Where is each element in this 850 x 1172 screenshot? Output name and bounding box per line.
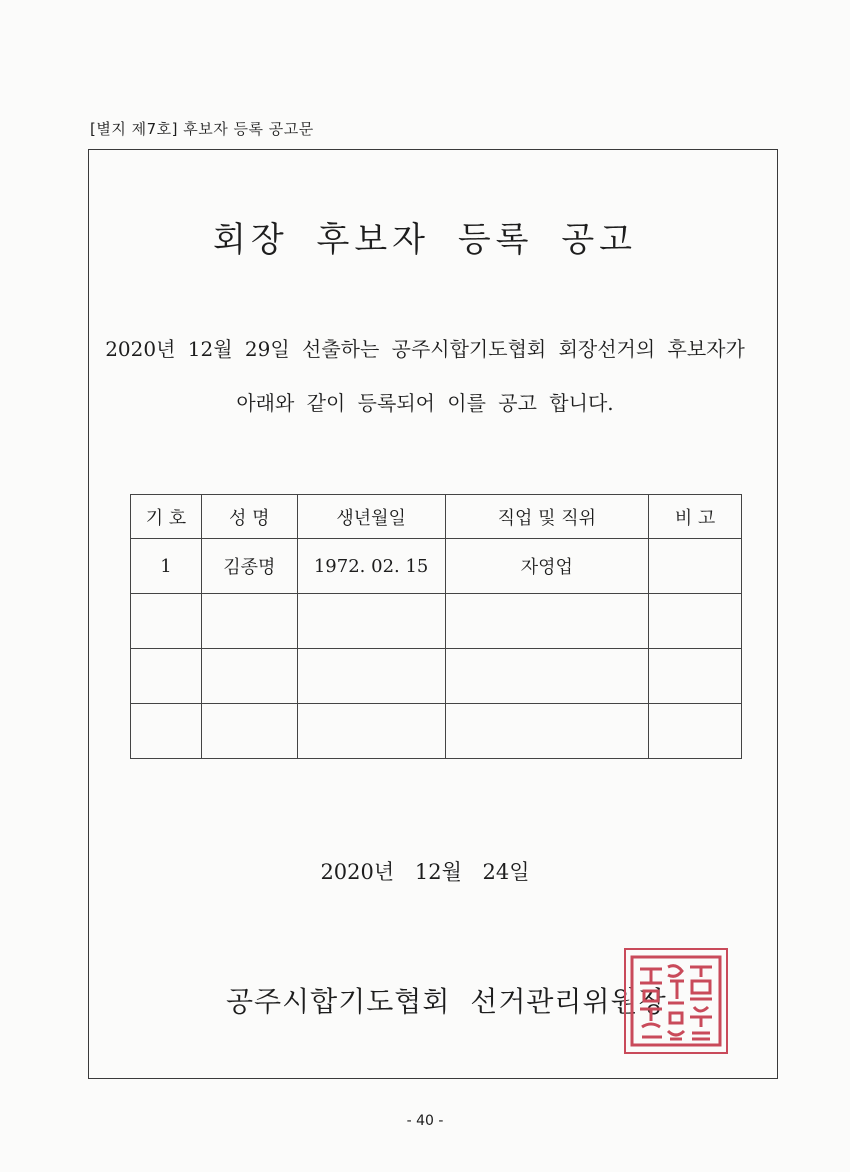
cell-birthdate (297, 704, 445, 759)
cell-number (131, 594, 202, 649)
notice-title: 회장 후보자 등록 공고 (212, 220, 638, 260)
cell-occupation (445, 594, 649, 649)
cell-occupation: 자영업 (445, 539, 649, 594)
cell-name (201, 594, 297, 649)
page-number: - 40 - (406, 1113, 444, 1129)
table-row (131, 594, 742, 649)
header-name: 성 명 (201, 495, 297, 539)
header-number: 기 호 (131, 495, 202, 539)
cell-name: 김종명 (201, 539, 297, 594)
cell-number (131, 649, 202, 704)
cell-remarks (649, 539, 742, 594)
cell-remarks (649, 649, 742, 704)
cell-remarks (649, 594, 742, 649)
header-birthdate: 생년월일 (297, 495, 445, 539)
cell-occupation (445, 649, 649, 704)
candidate-table (130, 494, 742, 759)
header-remarks: 비 고 (649, 495, 742, 539)
table-row (131, 649, 742, 704)
cell-name (201, 704, 297, 759)
cell-remarks (649, 704, 742, 759)
cell-number: 1 (131, 539, 202, 594)
notice-body-line-1: 2020년 12월 29일 선출하는 공주시합기도협회 회장선거의 후보자가 (105, 337, 745, 361)
cell-occupation (445, 704, 649, 759)
cell-name (201, 649, 297, 704)
form-label: [별지 제7호] 후보자 등록 공고문 (90, 120, 314, 138)
cell-birthdate (297, 649, 445, 704)
table-row (131, 704, 742, 759)
notice-body-line-2: 아래와 같이 등록되어 이를 공고 합니다. (236, 391, 614, 415)
table-row (131, 539, 742, 594)
issuer-name: 공주시합기도협회 선거관리위원장 (226, 985, 667, 1018)
cell-birthdate (297, 594, 445, 649)
table-header-row (131, 495, 742, 539)
notice-date: 2020년 12월 24일 (320, 860, 530, 884)
cell-birthdate: 1972. 02. 15 (297, 539, 445, 594)
header-occupation: 직업 및 직위 (445, 495, 649, 539)
cell-number (131, 704, 202, 759)
official-seal-icon (624, 948, 728, 1054)
